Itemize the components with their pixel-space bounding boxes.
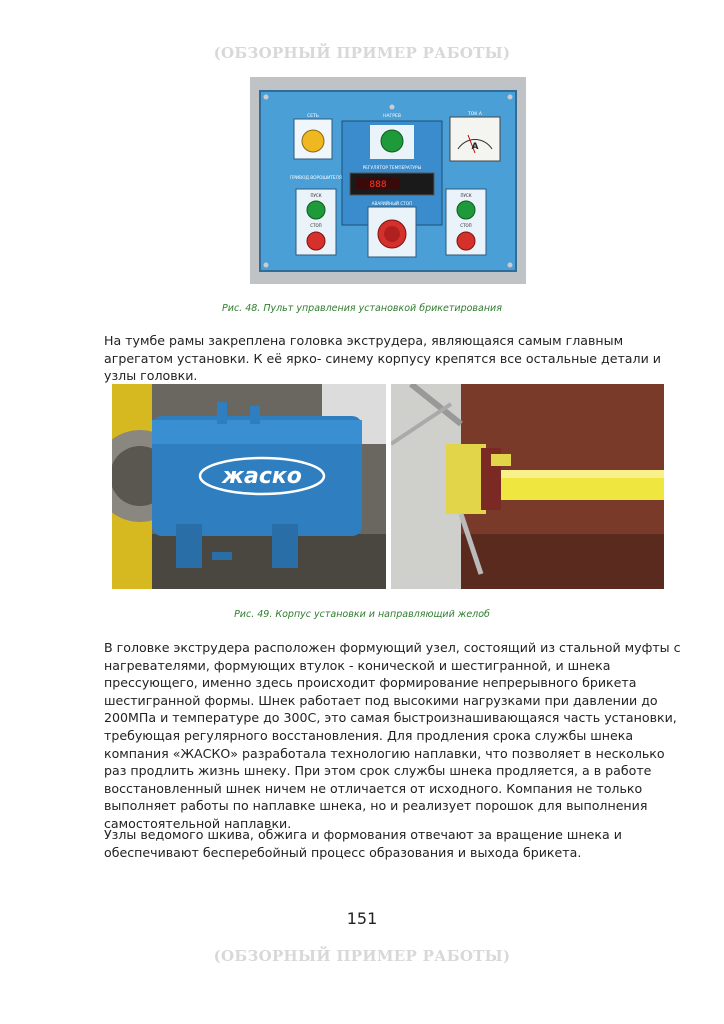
label-start-left: ПУСК [310,193,322,198]
guide-chute-drawing [391,384,664,589]
label-emergency: АВАРИЙНЫЙ СТОП [371,201,413,206]
figure-48-caption: Рис. 48. Пульт управления установкой брикетирования [222,303,502,314]
figure-49-extruder-housing-photo [112,384,386,589]
label-ammeter: ТОК А [468,112,482,117]
label-stop-left: СТОП [310,223,322,228]
watermark-bottom: (ОБЗОРНЫЙ ПРИМЕР РАБОТЫ) [213,947,511,965]
label-power: СЕТЬ [307,114,319,119]
label-start-right: ПУСК [460,193,472,198]
figure-49-guide-chute-photo [391,384,664,589]
figure-49-caption: Рис. 49. Корпус установки и направляющий желоб [234,609,490,620]
label-stop-right: СТОП [460,223,472,228]
label-heating: НАГРЕВ [383,114,401,119]
page-number: 151 [346,909,378,928]
stop-button-right [457,232,475,250]
extruder-housing-drawing [112,384,386,589]
label-drive: ПРИВОД ВОРОШИТЕЛЯ [290,176,342,181]
heating-lamp-green [381,130,403,152]
label-regulator: РЕГУЛЯТОР ТЕМПЕРАТУРЫ [362,166,422,171]
intro-paragraph: На тумбе рамы закреплена головка экструдера, являющаяся самым главным агрегатом установки. К её ярко- синему корпусу крепятся все остальные детали и узлы головки. [104,333,661,384]
closing-paragraph: Узлы ведомого шкива, обжига и формования отвечают за вращение шнека и обеспечивают бесперебойный процесс образования и выхода брикета. [104,827,622,860]
main-paragraph: В головке экструдера расположен формующий узел, состоящий из стальной муфты с нагревателями, формующих втулок - конической и шестигранной, и шнека прессующего, именно здесь происходит формирование непрерывного брикета шестигранной формы. Шнек работает под высокими нагрузками при давлении до 200МПа и температуре до 300С, это самая быстроизнашивающаяся часть установки, требующая регулярного восстановления. Для продления срока службы шнека компания «ЖАСКО» разработала технологию наплавки, что позволяет в несколько раз продлить жизнь шнеку. При этом срок службы шнека продляется, а в работе восстановленный шнек ничем не отличается от исходного. Компания не только выполняет работы по наплавке шнека, но и реализует порошок для выполнения самостоятельной наплавки. [104,640,681,831]
start-button-right [457,201,475,219]
start-button-left [307,201,325,219]
control-panel-drawing [250,77,526,284]
stop-button-left [307,232,325,250]
jasko-logo: жаско [222,464,302,489]
power-lamp-yellow [302,130,324,152]
watermark-top: (ОБЗОРНЫЙ ПРИМЕР РАБОТЫ) [213,44,511,62]
ammeter-unit: A [471,142,479,152]
figure-48-control-panel-photo [250,77,526,284]
svg-text:888: 888 [369,180,387,190]
